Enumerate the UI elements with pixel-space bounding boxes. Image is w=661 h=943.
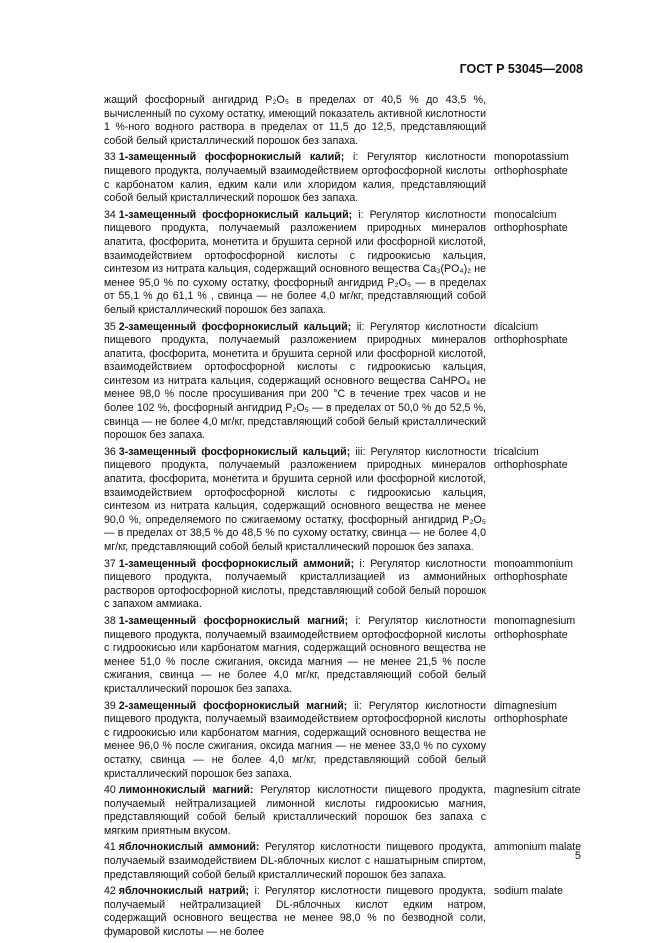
entry-text: Регулятор кислотности пищевого продукта, получаемый взаимодействием ортофосфорной кислоты с гидроокисью или карбонатом магния, содержащий основного вещества не менее 51,0 % после сжигания, оксида магния — не менее 21,5 % после сжигания, свинца — не более 4,0 мг/кг, представляющий собой белый кристаллический порошок без запаха. — [104, 614, 486, 695]
term-entry-35 — [104, 321, 584, 443]
entry-term: лимоннокислый магний: — [118, 784, 254, 797]
entry-definition — [104, 784, 486, 838]
entry-number: 38 — [104, 614, 116, 627]
entry-term: 1-замещенный фосфорнокислый калий; — [118, 151, 345, 164]
entry-text: Регулятор кислотности пищевого продукта, получаемый нейтрализацией DL-яблочных кислот едким натром, содержащий основного вещества не менее 98,0 % по безводной соли, фумаровой кислоты — не более — [104, 885, 486, 939]
entry-english: monocalcium orthophosphate — [494, 208, 568, 235]
entry-english: monoammonium orthophosphate — [494, 557, 573, 584]
entry-term: яблочнокислый аммоний: — [118, 841, 260, 854]
term-entry-40 — [104, 784, 584, 838]
document-id: ГОСТ Р 53045—2008 — [459, 62, 583, 76]
entry-text: Регулятор кислотности пищевого продукта, получаемый разложением природных минералов апатита, фосфорита, монетита и брушита серной или фосфорной кислотой, взаимодействием ортофосфорной кислоты с гидроокисью кальция, синтезом из нитрата кальция, содержащий основного вещества не менее 90,0 %, определяемого по сжигаемому остатку, фосфорный ангидрид P₂O₅ — в пределах от 38,5 % до 48,5 % по сухому остатку, свинца — не более 4,0 мг/кг, представляющий собой белый кристаллический порошок без запаха. — [104, 445, 486, 553]
entry-index: ii: — [347, 699, 369, 712]
term-entry-34 — [104, 209, 584, 318]
entry-definition — [104, 615, 486, 697]
term-entry-41 — [104, 841, 584, 882]
entry-text: Регулятор кислотности пищевого продукта, получаемый разложением природных минералов апатита, фосфорита, монетита и брушита серной или фосфорной кислотой, взаимодействием ортофосфорной кислоты с гидроокисью кальция, синтезом из нитрата кальция, содержащий основного вещества Ca₃(PO₄)₂ не менее 95,0 % по сухому остатку, фосфорный ангидрид P₂O₅ — в пределах от 55,1 % до 61,1 % , свинца — не более 4,0 мг/кг, представляющий собой белый кристаллический порошок без запаха. — [104, 208, 486, 316]
entry-number: 40 — [104, 784, 116, 797]
entry-number: 36 — [104, 445, 116, 458]
entry-definition — [104, 94, 486, 148]
term-entry-33 — [104, 151, 584, 205]
entry-number: 42 — [104, 885, 116, 898]
entry-text: Регулятор кислотности пищевого продукта, получаемый разложением природных минералов апатита, фосфорита, монетита и брушита серной или фосфорной кислотой, взаимодействием ортофосфорной кислоты с гидроокисью кальция, синтезом из нитрата кальция, содержащий основного вещества CaHPO₄ не менее 98,0 % после просушивания при 200 °С в течение трех часов и не более 102 %, фосфорный ангидрид P₂O₅ — в пределах от 50,0 % до 52,5 %, свинца — не более 4,0 мг/кг, представляющий собой белый кристаллический порошок без запаха. — [104, 320, 486, 442]
entry-index: i: — [249, 885, 266, 898]
entry-definition — [104, 446, 486, 555]
entry-number: 41 — [104, 841, 116, 854]
entry-definition — [104, 841, 486, 882]
term-entry-38 — [104, 615, 584, 697]
entry-term: 1-замещенный фосфорнокислый кальций; — [118, 208, 353, 221]
term-entry-37 — [104, 558, 584, 612]
entry-text: Регулятор кислотности пищевого продукта, получаемый взаимодействием ортофосфорной кислоты с гидроокисью или карбонатом магния, содержащий основного вещества не менее 96,0 % после сжигания, оксида магния — не менее 33,0 % по сухому остатку, свинца — не более 4,0 мг/кг, представляющий собой белый кристаллический порошок без запаха. — [104, 699, 486, 780]
entry-english: magnesium citrate — [494, 784, 581, 797]
entry-text: жащий фосфорный ангидрид P₂O₅ в пределах от 40,5 % до 43,5 %, вычисленный по сухому остатку, имеющий показатель активной кислотности 1 %-ного водного раствора в пределах от 11,5 до 12,5, представляющий собой белый кристаллический порошок без запаха. — [104, 94, 486, 147]
entry-term: 1-замещенный фосфорнокислый магний; — [118, 614, 349, 627]
entry-definition — [104, 885, 486, 939]
entry-english: monomagnesium orthophosphate — [494, 614, 576, 641]
entry-definition — [104, 558, 486, 612]
entry-term: яблочнокислый натрий; — [118, 885, 250, 898]
entry-number: 35 — [104, 320, 116, 333]
entry-text: Регулятор кислотности пищевого продукта, получаемый нейтрализацией лимонной кислоты гидроокисью магния, представляющий собой белый кристаллический порошок без запаха с мягким приятным вкусом. — [104, 784, 486, 837]
entry-index: ii: — [351, 320, 371, 333]
entry-term: 1-замещенный фосфорнокислый аммоний; — [118, 557, 355, 570]
terms-list — [104, 94, 584, 943]
entry-definition — [104, 151, 486, 205]
entry-index: i: — [344, 151, 367, 164]
entry-term: 2-замещенный фосфорнокислый магний; — [118, 699, 348, 712]
entry-term: 2-замещенный фосфорнокислый кальций; — [118, 320, 352, 333]
entry-english: sodium malate — [494, 885, 563, 898]
entry-index: i: — [348, 614, 369, 627]
entry-text: Регулятор кислотности пищевого продукта, получаемый кристаллизацией из аммонийных растворов ортофосфорной кислоты, представляющий собой белый порошок с запахом аммиака. — [104, 557, 486, 611]
entry-number: 33 — [104, 151, 116, 164]
entry-english: monopotassium orthophosphate — [494, 151, 569, 177]
entry-term: 3-замещенный фосфорнокислый кальций; — [118, 445, 351, 458]
entry-index: i: — [354, 557, 371, 570]
term-entry-42 — [104, 885, 584, 939]
entry-english: dicalcium orthophosphate — [494, 320, 568, 347]
entry-definition — [104, 321, 486, 443]
entry-definition — [104, 209, 486, 318]
term-entry-continued — [104, 94, 584, 148]
term-entry-36 — [104, 446, 584, 555]
page-number: 5 — [574, 850, 581, 862]
entry-index: iii: — [350, 445, 371, 458]
entry-number: 37 — [104, 557, 116, 570]
entry-english: ammonium malate — [494, 841, 582, 854]
entry-text: Регулятор кислотности пищевого продукта, получаемый взаимодействием DL-яблочных кислот с нашатырным спиртом, представляющий собой белый кристаллический порошок без запаха. — [104, 841, 486, 881]
entry-index: i: — [352, 208, 370, 221]
entry-english: dimagnesium orthophosphate — [494, 699, 568, 726]
entry-number: 39 — [104, 699, 116, 712]
entry-definition — [104, 700, 486, 782]
entry-text: Регулятор кислотности пищевого продукта, получаемый взаимодействием ортофосфорной кислоты с карбонатом калия, едким кали или хлоридом калия, представляющий собой белый кристаллический порошок без запаха. — [104, 151, 486, 205]
entry-english: tricalcium orthophosphate — [494, 445, 568, 472]
entry-number: 34 — [104, 208, 116, 221]
term-entry-39 — [104, 700, 584, 782]
